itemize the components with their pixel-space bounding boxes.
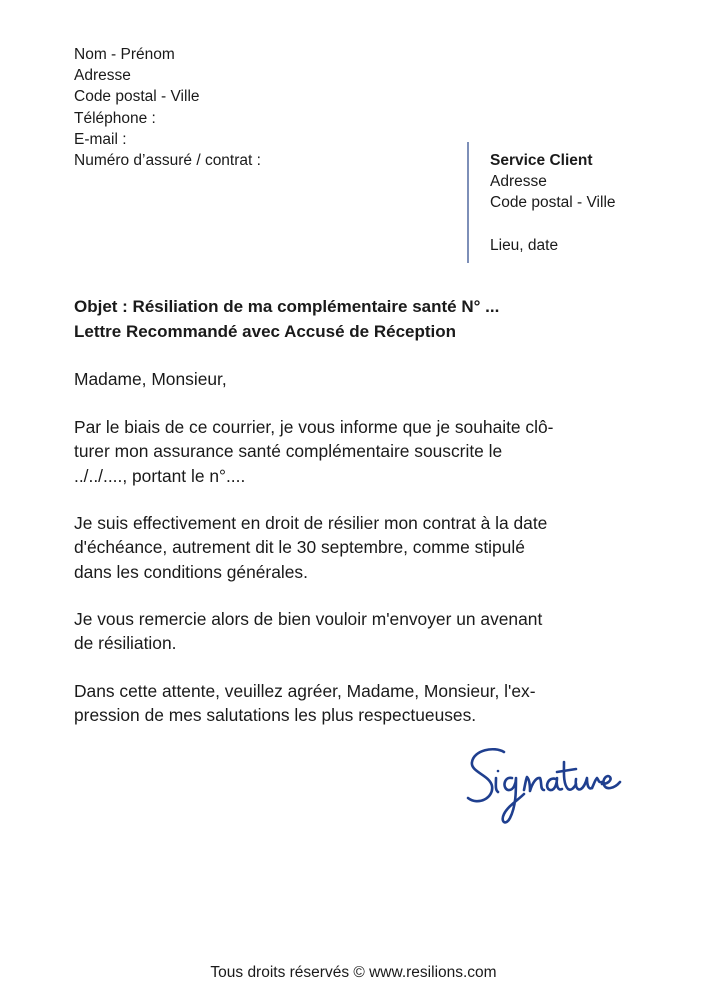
paragraph-line: Je suis effectivement en droit de résilier mon contrat à la date	[74, 513, 548, 533]
sender-contract-number: Numéro d’assuré / contrat :	[74, 152, 261, 170]
paragraph-line: turer mon assurance santé complémentaire souscrite le	[74, 441, 503, 462]
paragraph-request	[74, 607, 644, 656]
recipient-name: Service Client	[490, 152, 593, 169]
paragraph-notice	[74, 415, 644, 488]
paragraph-right	[74, 511, 644, 584]
salutation	[74, 367, 644, 391]
subject-block	[74, 294, 499, 344]
sender-email: E-mail :	[74, 130, 127, 148]
sender-phone: Téléphone :	[74, 109, 156, 127]
paragraph-line: de résiliation.	[74, 633, 177, 654]
paragraph-line: Je vous remercie alors de bien vouloir m'envoyer un avenant	[74, 609, 543, 629]
place-date: Lieu, date	[490, 236, 559, 254]
paragraph-line: pression de mes salutations les plus respectueuses.	[74, 705, 477, 726]
paragraph-line: d'échéance, autrement dit le 30 septembre, comme stipulé	[74, 537, 525, 558]
handwritten-signature	[460, 742, 640, 832]
sender-address: Adresse	[74, 67, 131, 85]
sender-city: Code postal - Ville	[74, 88, 200, 106]
paragraph-line: Dans cette attente, veuillez agréer, Madame, Monsieur, l'ex-	[74, 681, 536, 701]
vertical-divider	[467, 142, 469, 263]
recipient-block	[490, 150, 616, 256]
paragraph-closing	[74, 679, 644, 728]
paragraph-line: dans les conditions générales.	[74, 561, 308, 582]
sender-name: Nom - Prénom	[74, 46, 175, 63]
salutation-text: Madame, Monsieur,	[74, 369, 227, 389]
footer-copyright: Tous droits réservés © www.resilions.com	[210, 964, 497, 981]
recipient-address: Adresse	[490, 173, 547, 191]
recipient-spacer	[490, 214, 616, 235]
recipient-city: Code postal - Ville	[490, 194, 616, 212]
subject-line: Objet : Résiliation de ma complémentaire santé N° ...	[74, 297, 500, 316]
paragraph-line: Par le biais de ce courrier, je vous informe que je souhaite clô-	[74, 417, 554, 437]
paragraph-line: ../../...., portant le n°....	[74, 465, 246, 486]
sender-block	[74, 44, 261, 171]
delivery-method-line: Lettre Recommandé avec Accusé de Réception	[74, 322, 457, 341]
